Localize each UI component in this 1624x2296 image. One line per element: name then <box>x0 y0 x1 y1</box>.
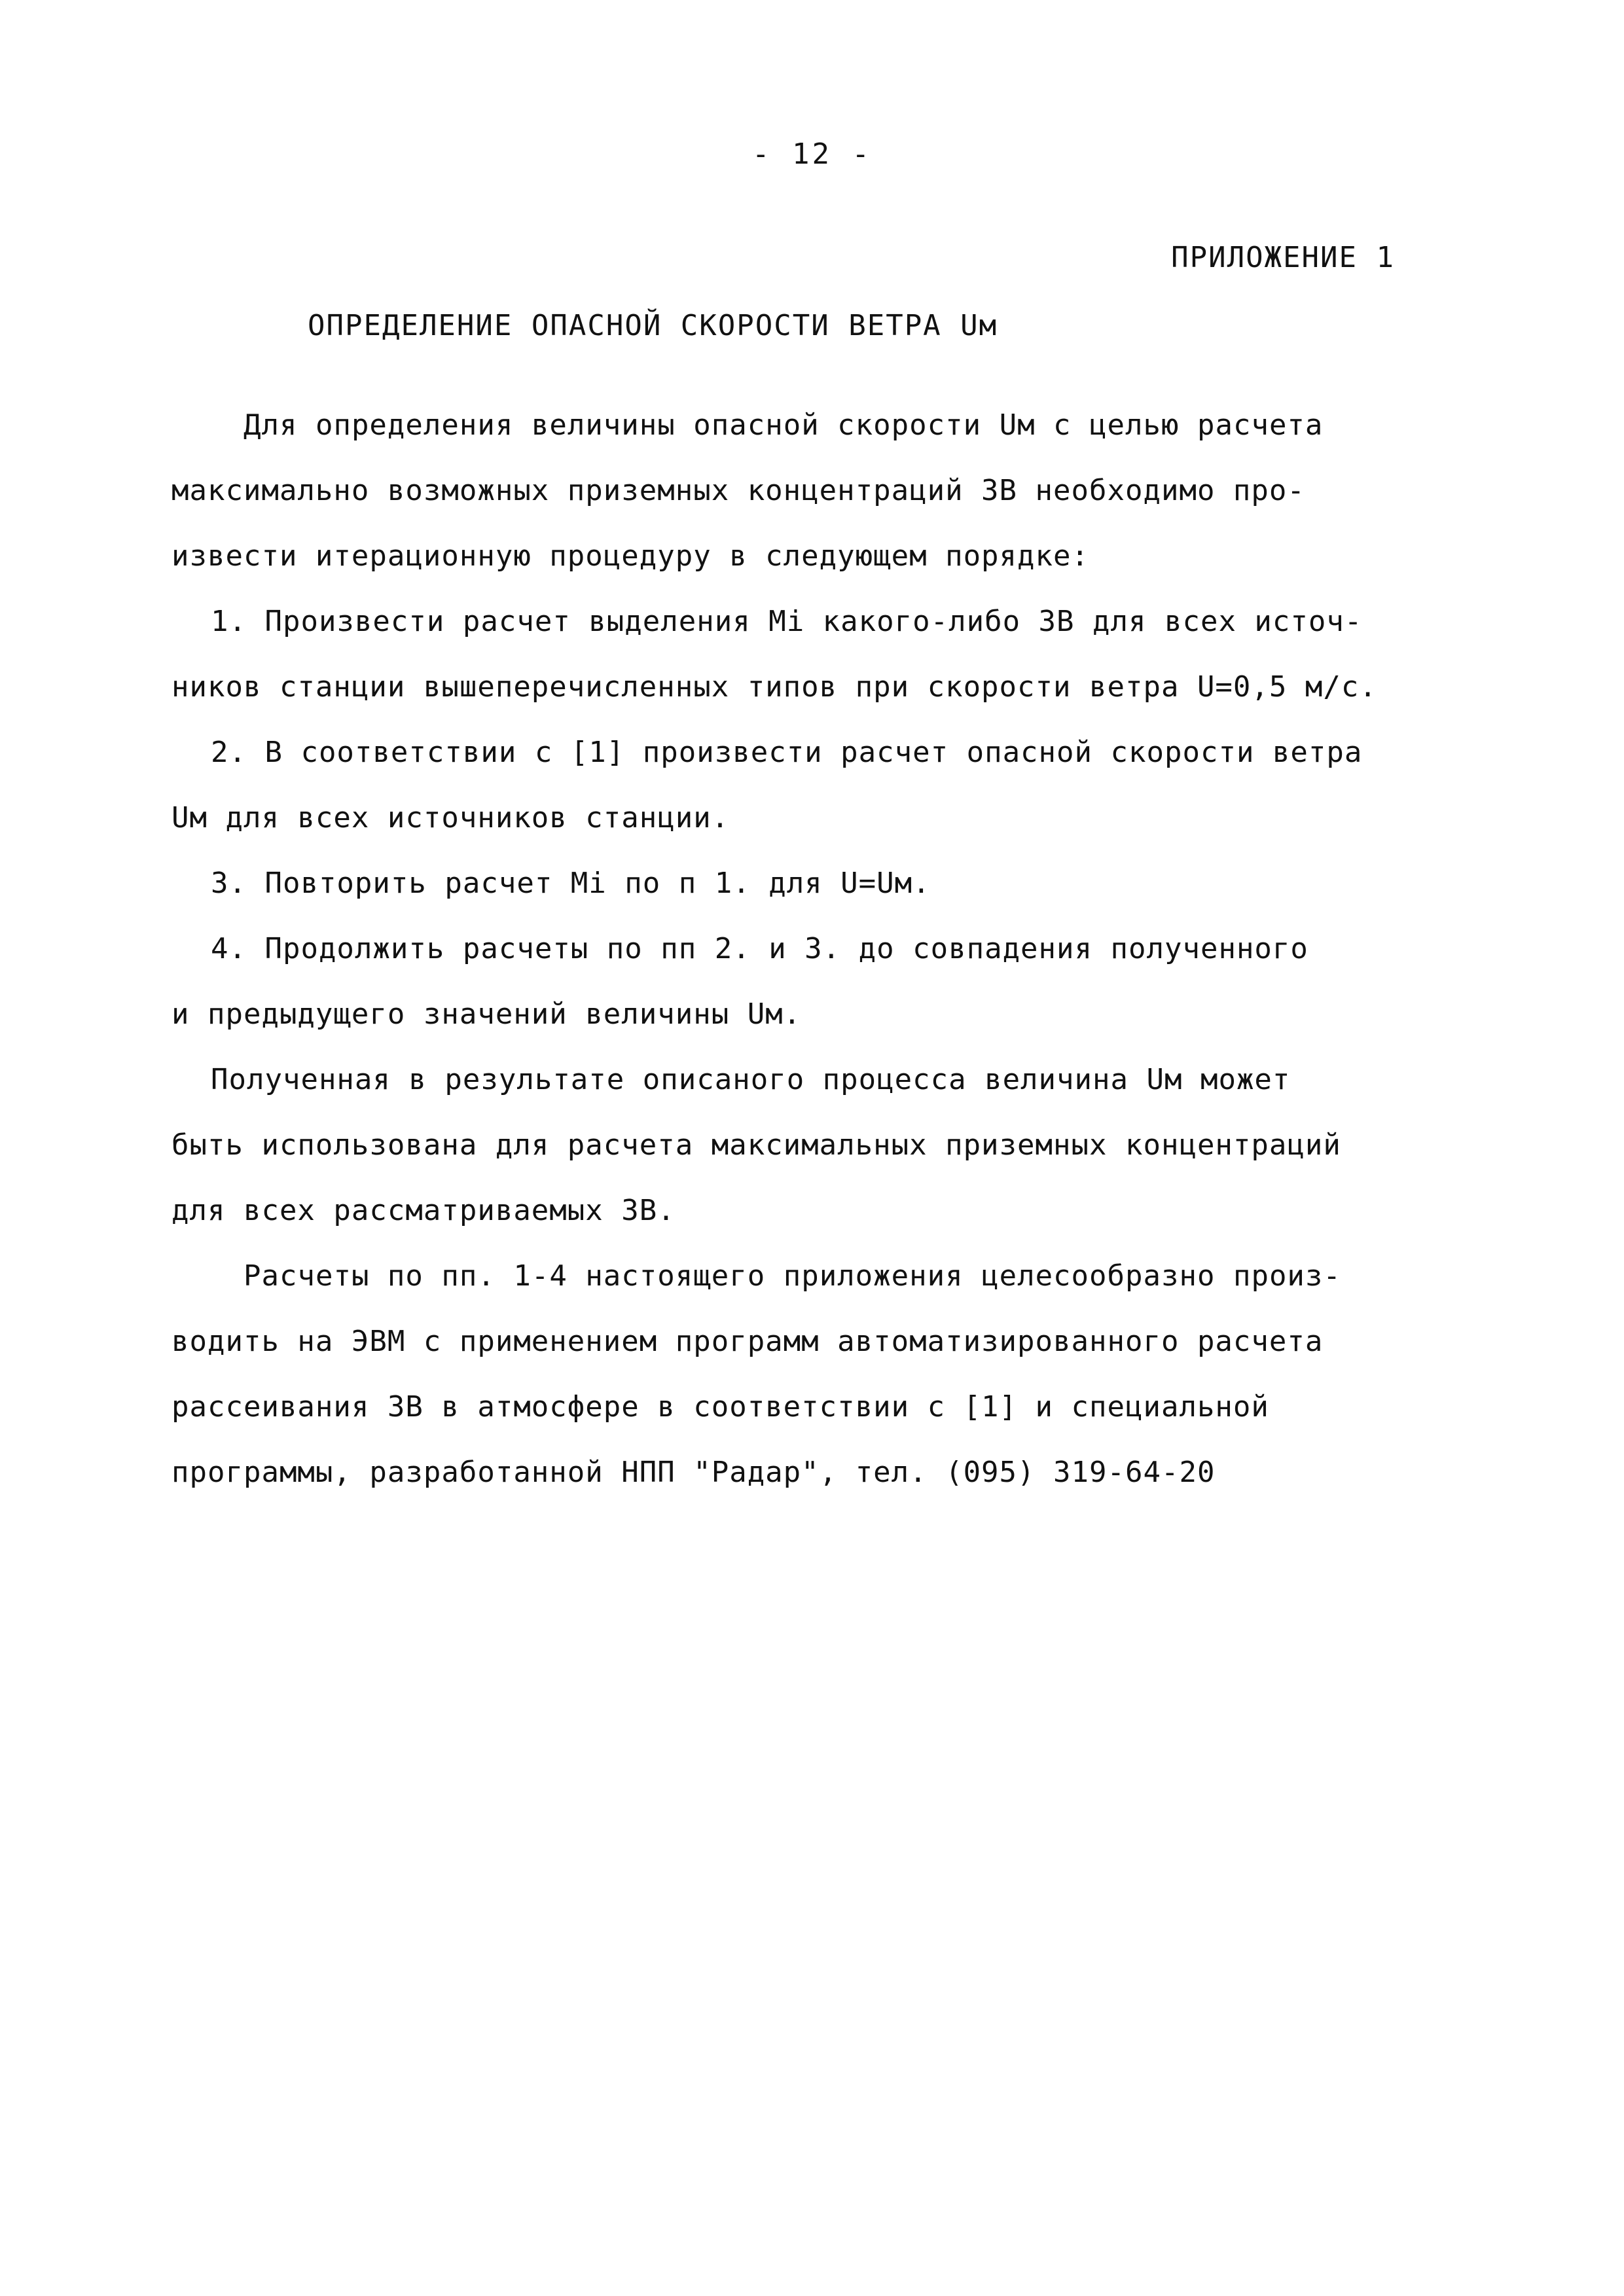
list-item-line: 1. Произвести расчет выделения Мi какого-либо ЗВ для всех источ- <box>211 605 1363 638</box>
document-title: ОПРЕДЕЛЕНИЕ ОПАСНОЙ СКОРОСТИ ВЕТРА Uм <box>308 309 998 342</box>
list-item-line: 3. Повторить расчет Мi по п 1. для U=Uм. <box>211 867 931 900</box>
paragraph-line: программы, разработанной НПП "Радар", тел. (095) 319-64-20 <box>171 1456 1216 1489</box>
paragraph-line: максимально возможных приземных концентраций ЗВ необходимо про- <box>171 474 1305 507</box>
paragraph-line: Для определения величины опасной скорости Uм с целью расчета <box>244 408 1324 442</box>
list-item-line: и предыдущего значений величины Uм. <box>171 997 802 1031</box>
list-item-line: ников станции вышеперечисленных типов при скорости ветра U=0,5 м/с. <box>171 670 1377 704</box>
paragraph-line: Расчеты по пп. 1-4 настоящего приложения целесообразно произ- <box>244 1259 1341 1293</box>
paragraph-line: для всех рассматриваемых ЗВ. <box>171 1194 676 1227</box>
list-item-line: 2. В соответствии с [1] произвести расчет опасной скорости ветра <box>211 736 1363 769</box>
appendix-label: ПРИЛОЖЕНИЕ 1 <box>1171 241 1395 274</box>
list-item-line: 4. Продолжить расчеты по пп 2. и 3. до совпадения полученного <box>211 932 1308 965</box>
paragraph-line: извести итерационную процедуру в следующем порядке: <box>171 539 1090 573</box>
body-text <box>171 393 1468 1505</box>
list-item-line: Uм для всех источников станции. <box>171 801 730 834</box>
paragraph-line: Полученная в результате описаного процесса величина Uм может <box>211 1063 1291 1096</box>
paragraph-line: рассеивания ЗВ в атмосфере в соответствии с [1] и специальной <box>171 1390 1269 1424</box>
page-number: - 12 - <box>752 137 872 171</box>
paragraph-line: водить на ЭВМ с применением программ автоматизированного расчета <box>171 1325 1324 1358</box>
paragraph-line: быть использована для расчета максимальных приземных концентраций <box>171 1128 1341 1162</box>
